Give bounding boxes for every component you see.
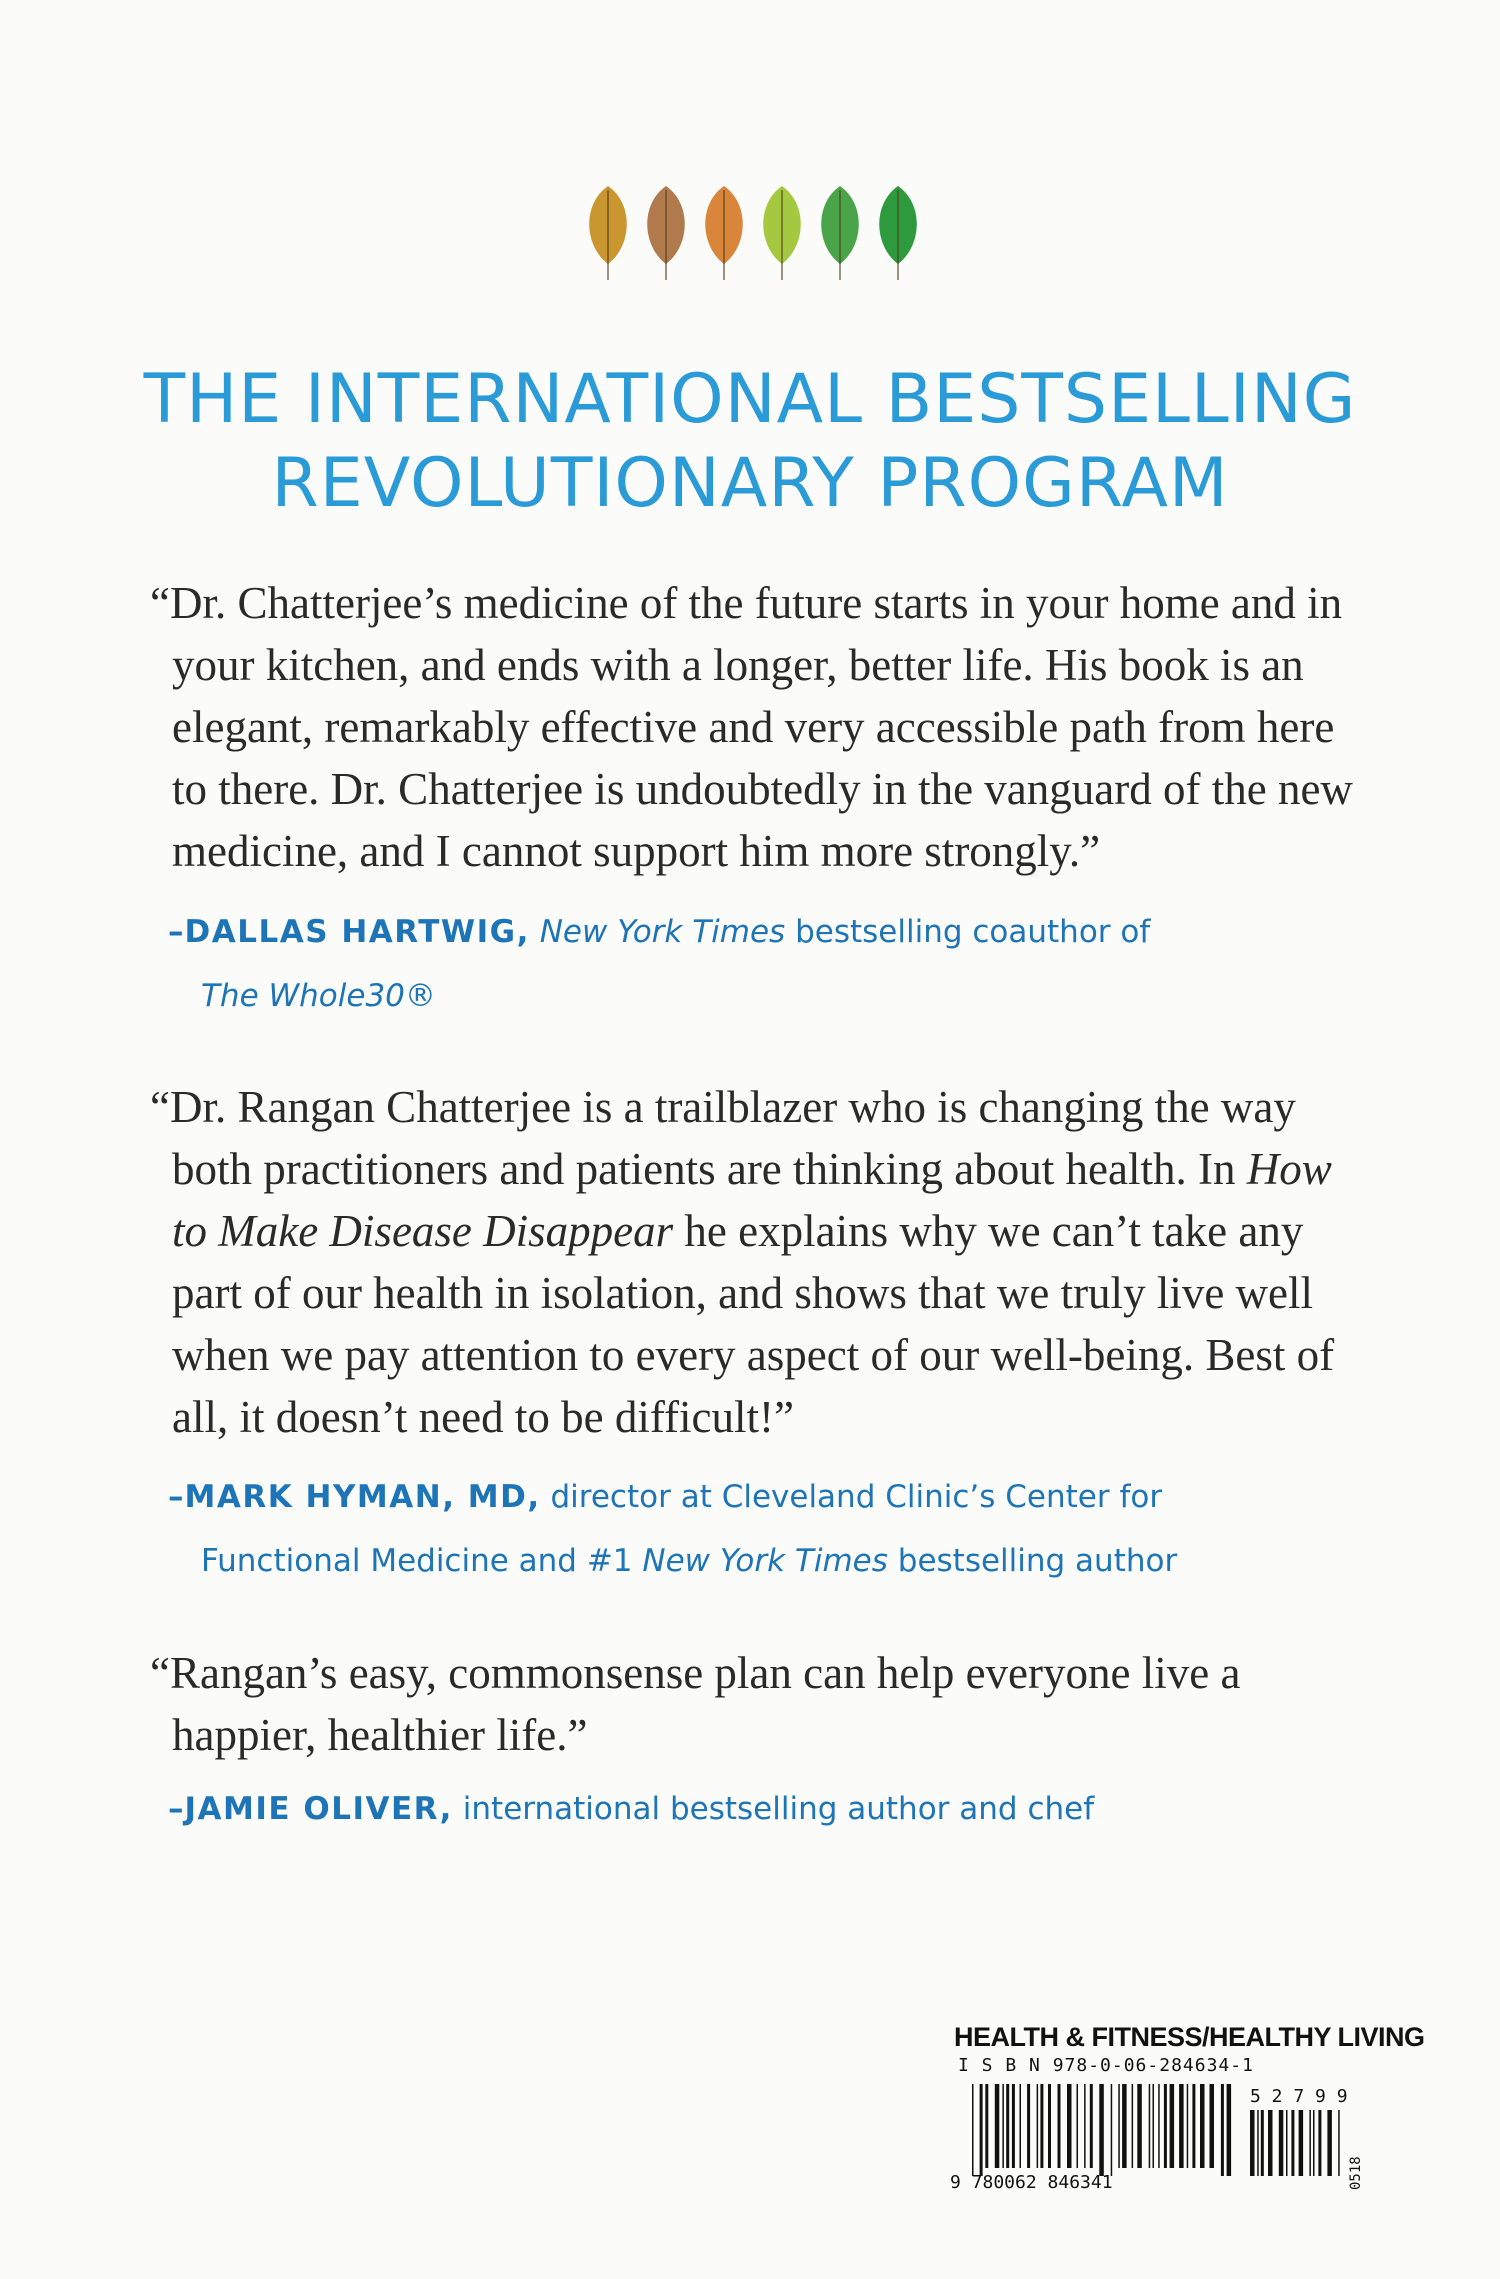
attribution-dash: – (168, 1479, 185, 1515)
barcode-graphic (948, 2080, 1378, 2200)
barcode-bar (1153, 2084, 1155, 2168)
price-bar (1261, 2110, 1264, 2176)
barcode-bar (1221, 2084, 1224, 2176)
book-title-inline: How to Make Disease Disappear (172, 1144, 1332, 1256)
barcode-bar (972, 2084, 974, 2176)
six-leaves-icon (580, 176, 940, 286)
barcode-bar (1040, 2084, 1043, 2168)
price-bar (1327, 2110, 1332, 2176)
price-bar (1286, 2110, 1288, 2176)
barcode-bar (1192, 2084, 1195, 2168)
quote-1-attribution (168, 900, 1150, 1028)
isbn-number: I S B N 978-0-06-284634-1 (958, 2055, 1254, 2076)
attribution-credit: bestselling coauthor of (795, 914, 1151, 950)
headline-line-2: REVOLUTIONARY PROGRAM (271, 444, 1229, 523)
barcode-bar (1058, 2084, 1061, 2168)
quote-3-text: “Rangan’s easy, commonsense plan can help everyone live a happier, healthier life.” (150, 1648, 1241, 1760)
attribution-name: DALLAS HARTWIG, (184, 914, 530, 950)
leaf-illustration (580, 176, 940, 286)
barcode-bar (1006, 2084, 1009, 2168)
publication-name: New York Times (539, 914, 786, 950)
attribution-credit-line-2 (168, 1529, 1177, 1593)
quote-2-text-start: “Dr. Rangan Chatterjee is a trailblazer who is changing the way both practitioners and patients are thinking about health. In (150, 1082, 1296, 1194)
price-barcode-bars (1250, 2110, 1340, 2176)
quote-3-attribution (168, 1777, 1094, 1841)
barcode-bar (1111, 2084, 1113, 2176)
barcode-bar (1037, 2084, 1039, 2168)
price-bar (1318, 2110, 1321, 2176)
price-bar (1313, 2110, 1315, 2176)
headline-line-1: THE INTERNATIONAL BESTSELLING (143, 360, 1357, 439)
price-bar (1268, 2110, 1273, 2176)
barcode-bar (1170, 2084, 1175, 2168)
barcode-bar (1132, 2084, 1134, 2168)
price-bar (1291, 2110, 1294, 2176)
quote-2 (150, 1076, 1360, 1448)
barcode-bar (1149, 2084, 1151, 2168)
barcode-bar (1084, 2084, 1086, 2168)
barcode-bar (1164, 2084, 1167, 2168)
barcode-bar (1027, 2084, 1030, 2168)
price-bar (1279, 2110, 1284, 2176)
price-bar (1299, 2110, 1304, 2176)
barcode-bar (1002, 2084, 1004, 2168)
quote-1 (150, 572, 1360, 882)
publication-name: New York Times (642, 1543, 888, 1579)
price-bar (1309, 2110, 1311, 2176)
attribution-name: MARK HYMAN, MD, (184, 1479, 541, 1515)
barcode-bar (1020, 2084, 1022, 2168)
headline (0, 358, 1500, 526)
quote-3 (150, 1642, 1360, 1766)
barcode-bar (1137, 2084, 1142, 2168)
price-code: 5 2 7 9 9 (1250, 2086, 1348, 2107)
price-bar (1338, 2110, 1340, 2176)
attribution-name: JAMIE OLIVER, (184, 1791, 453, 1827)
barcode-bar (1090, 2084, 1093, 2168)
credit-line-2-start: Functional Medicine and #1 (201, 1543, 633, 1579)
barcode-bar (1227, 2084, 1232, 2176)
barcode-bar (980, 2084, 983, 2176)
attribution-dash: – (168, 1791, 185, 1827)
barcode-bar (1122, 2084, 1127, 2168)
barcode-bar (1210, 2084, 1215, 2168)
attribution-credit: international bestselling author and chef (462, 1791, 1095, 1827)
quote-2-attribution (168, 1465, 1177, 1593)
price-bar (1250, 2110, 1255, 2176)
barcode-bar (1179, 2084, 1184, 2168)
barcode-bar (1048, 2084, 1051, 2168)
isbn-barcode-bars (972, 2084, 1231, 2176)
attribution-dash: – (168, 914, 185, 950)
barcode-bar (1118, 2084, 1120, 2168)
book-category: HEALTH & FITNESS/HEALTHY LIVING (954, 2022, 1425, 2052)
barcode-bar (1158, 2084, 1160, 2168)
barcode-bar (985, 2084, 988, 2168)
side-code: 0518 (1348, 2156, 1364, 2190)
barcode-bar (1200, 2084, 1205, 2168)
quote-2-text-end: he explains why we can’t take any part of our health in isolation, and shows that we truly live well when we pay attention to every aspect of our well-being. Best of all, it doesn’t need to be difficult!” (172, 1206, 1335, 1442)
barcode-bar (1077, 2084, 1079, 2168)
barcode-bar (995, 2084, 1000, 2168)
attribution-credit: director at Cleveland Clinic’s Center for (550, 1479, 1163, 1515)
barcode-digits: 9 780062 846341 (950, 2172, 1113, 2193)
price-bar (1257, 2110, 1259, 2176)
barcode (948, 2080, 1378, 2200)
quote-1-text: “Dr. Chatterjee’s medicine of the future starts in your home and in your kitchen, and ends with a longer, better life. His book is an elegant, remarkably effective and very accessible path from here to there. Dr. Chatterjee is undoubtedly in the vanguard of the new medicine, and I cannot support him more strongly.” (150, 578, 1353, 876)
barcode-bar (1099, 2084, 1104, 2176)
barcode-bar (1187, 2084, 1189, 2168)
barcode-bar (1067, 2084, 1072, 2168)
credit-line-2-end: bestselling author (897, 1543, 1178, 1579)
quote-2-text (150, 1076, 1360, 1448)
barcode-bar (1012, 2084, 1015, 2168)
book-title: The Whole30® (201, 978, 436, 1014)
